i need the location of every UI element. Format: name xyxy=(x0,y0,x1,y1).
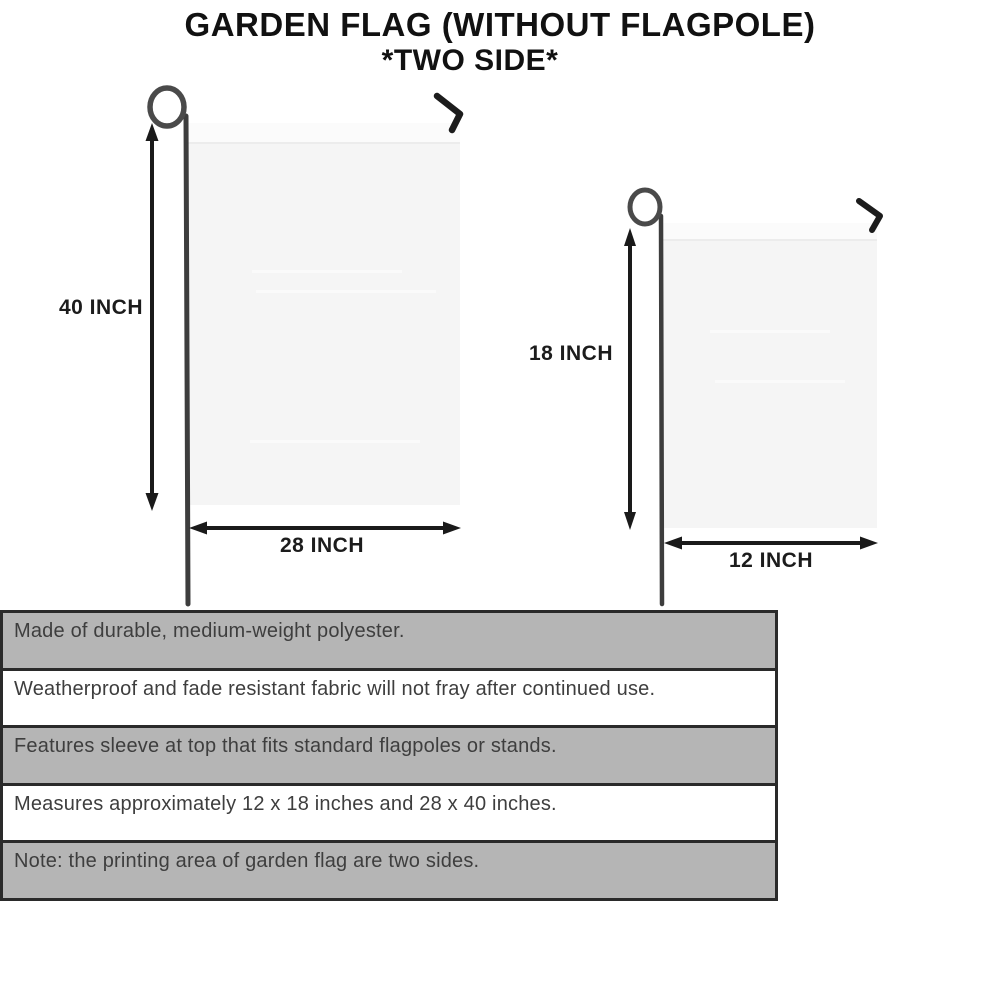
small-flag-fold-mark xyxy=(715,380,845,383)
large-flag-cloth xyxy=(188,123,460,505)
large-flag-width-label: 28 INCH xyxy=(279,534,365,557)
small-flag-sleeve xyxy=(663,223,877,239)
title-line-2: *TWO SIDE* xyxy=(381,43,559,77)
large-flagpole-loop xyxy=(150,88,184,126)
small-flagpole-loop xyxy=(630,190,660,224)
feature-row-note: Note: the printing area of garden flag are two sides. xyxy=(3,843,775,898)
feature-row-material: Made of durable, medium-weight polyester. xyxy=(3,613,775,671)
feature-row-measurements: Measures approximately 12 x 18 inches and 28 x 40 inches. xyxy=(3,786,775,844)
large-flag-fold-mark xyxy=(252,270,402,273)
small-flag-cloth xyxy=(663,223,877,528)
small-flag-sleeve-shadow xyxy=(663,239,877,241)
small-flag-height-label: 18 INCH xyxy=(528,342,613,365)
large-flag-fold-mark xyxy=(256,290,436,293)
large-flag-group xyxy=(146,88,462,604)
small-flag-group xyxy=(624,190,880,604)
large-height-arrow xyxy=(146,123,159,511)
product-features-table xyxy=(0,610,778,901)
small-flag-fold-mark xyxy=(710,330,830,333)
feature-row-sleeve: Features sleeve at top that fits standard flagpoles or stands. xyxy=(3,728,775,786)
large-width-arrow xyxy=(189,522,461,535)
feature-row-weatherproof: Weatherproof and fade resistant fabric will not fray after continued use. xyxy=(3,671,775,729)
small-flag-width-label: 12 INCH xyxy=(728,549,814,572)
large-flag-sleeve-shadow xyxy=(188,142,460,144)
title-line-1: GARDEN FLAG (WITHOUT FLAGPOLE) xyxy=(184,6,816,43)
small-flagpole xyxy=(661,216,662,604)
small-height-arrow xyxy=(624,228,636,530)
small-width-arrow xyxy=(664,537,878,550)
large-flag-sleeve xyxy=(188,123,460,142)
large-flag-fold-mark xyxy=(250,440,420,443)
large-flagpole xyxy=(186,116,188,604)
large-flag-height-label: 40 INCH xyxy=(58,296,143,319)
